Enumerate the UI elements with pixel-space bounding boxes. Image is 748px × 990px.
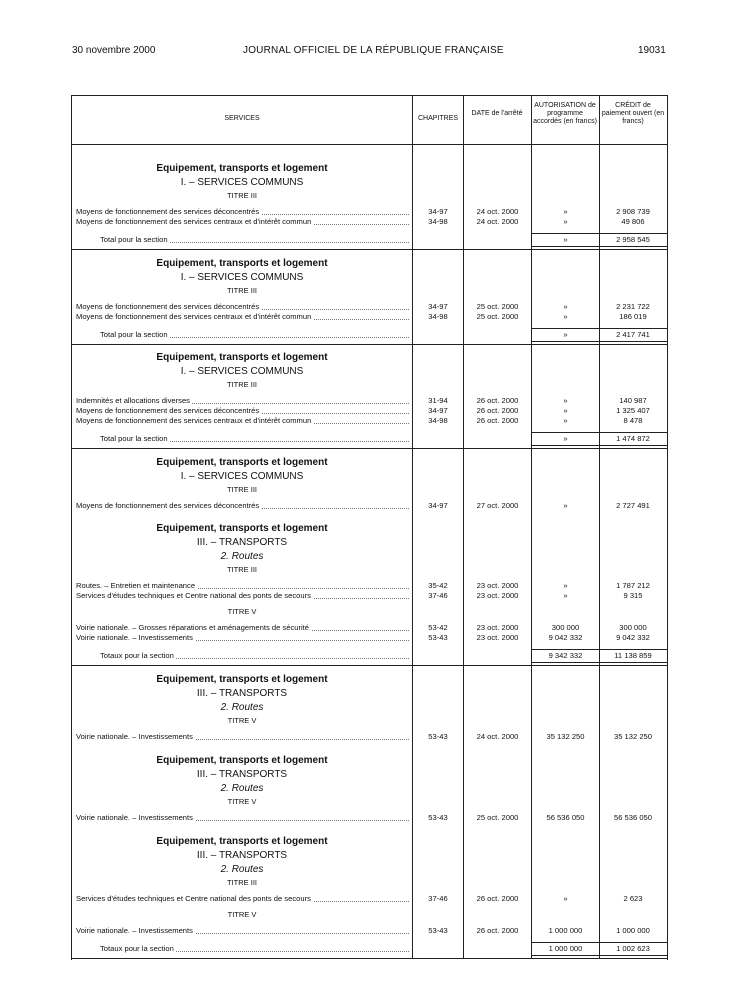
row-label: Voirie nationale. – Investissements bbox=[76, 813, 193, 822]
cell-chap: 53-43 bbox=[428, 633, 448, 642]
section-titre: TITRE V bbox=[227, 910, 257, 919]
section-titre: TITRE III bbox=[227, 191, 257, 200]
cell-date: 23 oct. 2000 bbox=[476, 623, 519, 632]
cell-ap: » bbox=[563, 591, 568, 600]
cell-chap: 34-97 bbox=[428, 302, 448, 311]
total-ap: » bbox=[563, 330, 568, 339]
cell-ap: » bbox=[563, 406, 568, 415]
cell-cp: 56 536 050 bbox=[613, 813, 652, 822]
cell-chap: 53-43 bbox=[428, 732, 448, 741]
cell-cp: 2 727 491 bbox=[616, 501, 650, 510]
cell-chap: 34-98 bbox=[428, 312, 448, 321]
cell-cp: 9 315 bbox=[623, 591, 643, 600]
section-divider bbox=[71, 448, 667, 449]
section-ministry: Equipement, transports et logement bbox=[156, 163, 328, 174]
cell-chap: 34-98 bbox=[428, 416, 448, 425]
section-ministry: Equipement, transports et logement bbox=[156, 258, 328, 269]
total-cp: 1 002 623 bbox=[616, 944, 650, 953]
section-titre: TITRE V bbox=[227, 797, 257, 806]
section-heading: I. – SERVICES COMMUNS bbox=[180, 471, 304, 482]
total-cp: 2 417 741 bbox=[616, 330, 650, 339]
section-titre: TITRE V bbox=[227, 716, 257, 725]
cell-date: 25 oct. 2000 bbox=[476, 312, 519, 321]
cell-ap: » bbox=[563, 217, 568, 226]
row-label: Indemnités et allocations diverses bbox=[76, 396, 190, 405]
total-ap: 9 342 332 bbox=[548, 651, 583, 660]
row-label: Moyens de fonctionnement des services centraux et d'intérêt commun bbox=[76, 217, 312, 226]
total-ap: » bbox=[563, 235, 568, 244]
row-label: Voirie nationale. – Investissements bbox=[76, 926, 193, 935]
row-label: Services d'études techniques et Centre national des ponts de secours bbox=[76, 591, 311, 600]
section-heading: I. – SERVICES COMMUNS bbox=[180, 177, 304, 188]
section-heading: III. – TRANSPORTS bbox=[196, 769, 288, 780]
cell-cp: 1 787 212 bbox=[616, 581, 650, 590]
cell-cp: 49 806 bbox=[621, 217, 645, 226]
cell-cp: 186 019 bbox=[619, 312, 647, 321]
cell-date: 26 oct. 2000 bbox=[476, 926, 519, 935]
column-header-autorisation: AUTORISATION de programme accordés (en francs) bbox=[533, 102, 597, 126]
total-label: Total pour la section bbox=[100, 434, 168, 443]
cell-date: 25 oct. 2000 bbox=[476, 302, 519, 311]
section-heading: I. – SERVICES COMMUNS bbox=[180, 366, 304, 377]
cell-chap: 34-98 bbox=[428, 217, 448, 226]
cell-chap: 37-46 bbox=[428, 591, 448, 600]
cell-ap: » bbox=[563, 501, 568, 510]
cell-ap: 300 000 bbox=[551, 623, 580, 632]
section-ministry: Equipement, transports et logement bbox=[156, 457, 328, 468]
cell-cp: 1 325 407 bbox=[616, 406, 650, 415]
cell-chap: 53-42 bbox=[428, 623, 448, 632]
section-divider bbox=[71, 958, 667, 959]
cell-cp: 2 908 739 bbox=[616, 207, 650, 216]
cell-date: 25 oct. 2000 bbox=[476, 813, 519, 822]
total-ap: » bbox=[563, 434, 568, 443]
section-subheading: 2. Routes bbox=[220, 783, 264, 794]
total-cp: 2 958 545 bbox=[616, 235, 650, 244]
row-label: Services d'études techniques et Centre national des ponts de secours bbox=[76, 894, 311, 903]
section-heading: III. – TRANSPORTS bbox=[196, 537, 288, 548]
cell-chap: 35-42 bbox=[428, 581, 448, 590]
row-label: Voirie nationale. – Investissements bbox=[76, 732, 193, 741]
header-divider bbox=[71, 144, 667, 145]
row-label: Routes. – Entretien et maintenance bbox=[76, 581, 196, 590]
total-cp: 1 474 872 bbox=[616, 434, 650, 443]
cell-chap: 53-43 bbox=[428, 926, 448, 935]
cell-ap: » bbox=[563, 312, 568, 321]
header-date: 30 novembre 2000 bbox=[72, 45, 156, 56]
cell-date: 24 oct. 2000 bbox=[476, 732, 519, 741]
section-subheading: 2. Routes bbox=[220, 551, 264, 562]
row-label: Moyens de fonctionnement des services déconcentrés bbox=[76, 207, 260, 216]
total-ap: 1 000 000 bbox=[548, 944, 583, 953]
cell-chap: 37-46 bbox=[428, 894, 448, 903]
column-header-services: SERVICES bbox=[224, 115, 260, 122]
total-cp: 11 138 859 bbox=[614, 651, 652, 660]
cell-chap: 34-97 bbox=[428, 501, 448, 510]
cell-ap: » bbox=[563, 416, 568, 425]
section-ministry: Equipement, transports et logement bbox=[156, 523, 328, 534]
cell-ap: » bbox=[563, 302, 568, 311]
cell-chap: 34-97 bbox=[428, 406, 448, 415]
section-titre: TITRE V bbox=[227, 607, 257, 616]
section-titre: TITRE III bbox=[227, 878, 257, 887]
cell-date: 24 oct. 2000 bbox=[476, 217, 519, 226]
row-label: Moyens de fonctionnement des services déconcentrés bbox=[76, 501, 260, 510]
cell-chap: 34-97 bbox=[428, 207, 448, 216]
total-label: Totaux pour la section bbox=[100, 944, 174, 953]
section-divider bbox=[71, 665, 667, 666]
cell-cp: 1 000 000 bbox=[616, 926, 650, 935]
section-ministry: Equipement, transports et logement bbox=[156, 755, 328, 766]
cell-chap: 31-94 bbox=[428, 396, 448, 405]
section-titre: TITRE III bbox=[227, 380, 257, 389]
cell-cp: 300 000 bbox=[619, 623, 647, 632]
section-heading: I. – SERVICES COMMUNS bbox=[180, 272, 304, 283]
cell-ap: » bbox=[563, 894, 568, 903]
section-titre: TITRE III bbox=[227, 565, 257, 574]
section-ministry: Equipement, transports et logement bbox=[156, 352, 328, 363]
row-label: Voirie nationale. – Grosses réparations et aménagements de sécurité bbox=[76, 623, 310, 632]
section-ministry: Equipement, transports et logement bbox=[156, 836, 328, 847]
cell-date: 26 oct. 2000 bbox=[476, 406, 519, 415]
header-page-number: 19031 bbox=[638, 45, 666, 56]
column-header-credit: CRÉDIT de paiement ouvert (en francs) bbox=[601, 102, 665, 126]
cell-ap: » bbox=[563, 396, 568, 405]
row-label: Voirie nationale. – Investissements bbox=[76, 633, 193, 642]
cell-cp: 9 042 332 bbox=[616, 633, 650, 642]
cell-date: 23 oct. 2000 bbox=[476, 633, 519, 642]
cell-chap: 53-43 bbox=[428, 813, 448, 822]
section-heading: III. – TRANSPORTS bbox=[196, 688, 288, 699]
cell-cp: 2 623 bbox=[623, 894, 643, 903]
section-titre: TITRE III bbox=[227, 286, 257, 295]
section-heading: III. – TRANSPORTS bbox=[196, 850, 288, 861]
total-label: Total pour la section bbox=[100, 330, 168, 339]
column-header-chapitres: CHAPITRES bbox=[417, 115, 459, 122]
cell-date: 27 oct. 2000 bbox=[476, 501, 519, 510]
cell-cp: 140 987 bbox=[619, 396, 647, 405]
section-ministry: Equipement, transports et logement bbox=[156, 674, 328, 685]
total-label: Totaux pour la section bbox=[100, 651, 174, 660]
cell-ap: » bbox=[563, 207, 568, 216]
cell-ap: 35 132 250 bbox=[546, 732, 585, 741]
column-header-date: DATE de l'arrêté bbox=[471, 110, 523, 117]
cell-date: 26 oct. 2000 bbox=[476, 416, 519, 425]
cell-ap: 9 042 332 bbox=[548, 633, 583, 642]
cell-date: 23 oct. 2000 bbox=[476, 591, 519, 600]
cell-date: 26 oct. 2000 bbox=[476, 894, 519, 903]
section-divider bbox=[71, 249, 667, 250]
total-label: Total pour la section bbox=[100, 235, 168, 244]
section-divider bbox=[71, 344, 667, 345]
row-label: Moyens de fonctionnement des services centraux et d'intérêt commun bbox=[76, 312, 312, 321]
row-label: Moyens de fonctionnement des services déconcentrés bbox=[76, 406, 260, 415]
cell-date: 24 oct. 2000 bbox=[476, 207, 519, 216]
section-subheading: 2. Routes bbox=[220, 702, 264, 713]
cell-ap: » bbox=[563, 581, 568, 590]
row-label: Moyens de fonctionnement des services déconcentrés bbox=[76, 302, 260, 311]
section-subheading: 2. Routes bbox=[220, 864, 264, 875]
cell-date: 23 oct. 2000 bbox=[476, 581, 519, 590]
cell-ap: 1 000 000 bbox=[548, 926, 583, 935]
section-titre: TITRE III bbox=[227, 485, 257, 494]
cell-cp: 35 132 250 bbox=[613, 732, 652, 741]
cell-cp: 8 478 bbox=[623, 416, 643, 425]
row-label: Moyens de fonctionnement des services centraux et d'intérêt commun bbox=[76, 416, 312, 425]
cell-ap: 56 536 050 bbox=[546, 813, 585, 822]
header-journal-title: JOURNAL OFFICIEL DE LA RÉPUBLIQUE FRANÇAISE bbox=[243, 45, 504, 56]
cell-cp: 2 231 722 bbox=[616, 302, 650, 311]
cell-date: 26 oct. 2000 bbox=[476, 396, 519, 405]
